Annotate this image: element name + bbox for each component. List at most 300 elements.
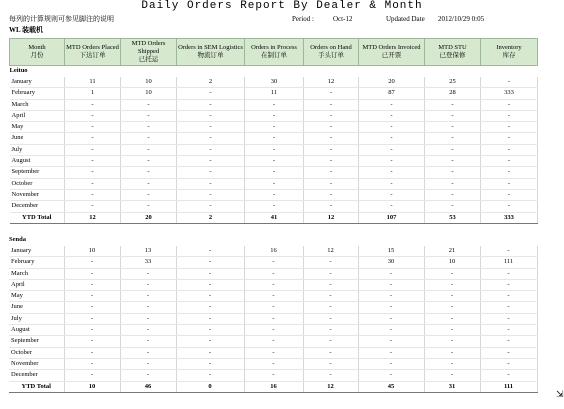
total-cell: 12: [303, 381, 358, 392]
value-cell: -: [358, 358, 424, 369]
total-cell: 16: [244, 381, 303, 392]
value-cell: -: [358, 291, 424, 302]
month-cell: October: [9, 347, 64, 358]
header-en: MTD STU: [438, 44, 467, 51]
value-cell: -: [245, 178, 304, 189]
dealer-table-senda: [9, 235, 538, 393]
value-cell: -: [176, 347, 244, 358]
value-cell: -: [425, 99, 481, 110]
month-cell: January: [10, 77, 65, 88]
value-cell: -: [65, 110, 121, 121]
value-cell: -: [425, 156, 481, 167]
value-cell: -: [121, 122, 177, 133]
table-row: [10, 156, 538, 167]
month-cell: August: [9, 325, 64, 336]
value-cell: -: [121, 201, 177, 212]
value-cell: -: [244, 370, 303, 381]
value-cell: -: [359, 99, 425, 110]
ytd-total-row: [10, 212, 538, 223]
value-cell: -: [304, 122, 359, 133]
value-cell: -: [480, 268, 537, 279]
value-cell: -: [121, 99, 177, 110]
value-cell: 28: [425, 88, 481, 99]
value-cell: -: [425, 189, 481, 200]
table-row: [9, 370, 537, 381]
total-cell: 111: [480, 381, 537, 392]
value-cell: -: [303, 358, 358, 369]
month-cell: November: [9, 358, 64, 369]
value-cell: -: [304, 99, 359, 110]
month-cell: March: [9, 268, 64, 279]
total-cell: 107: [359, 212, 425, 223]
value-cell: -: [176, 358, 244, 369]
value-cell: -: [359, 122, 425, 133]
month-cell: February: [10, 88, 65, 99]
value-cell: -: [304, 167, 359, 178]
value-cell: -: [481, 201, 538, 212]
table-row: [10, 201, 538, 212]
header-en: Orders on Hand: [310, 44, 352, 51]
value-cell: 333: [481, 88, 538, 99]
header-cn: 已登保修: [439, 52, 466, 59]
header-month: [10, 39, 65, 66]
month-cell: December: [9, 370, 64, 381]
value-cell: 10: [121, 88, 177, 99]
value-cell: -: [424, 313, 480, 324]
value-cell: -: [358, 268, 424, 279]
header-cn: 手头订单: [318, 52, 344, 59]
report-note: 每列的计算规则可参见脚注的说明: [9, 15, 114, 23]
product-group-title: WL 装载机: [9, 26, 44, 34]
month-cell: October: [10, 178, 65, 189]
value-cell: -: [480, 325, 537, 336]
value-cell: -: [121, 189, 177, 200]
month-cell: April: [9, 279, 64, 290]
value-cell: -: [244, 358, 303, 369]
value-cell: -: [424, 268, 480, 279]
month-cell: September: [10, 167, 65, 178]
dealer-name: Senda: [9, 236, 26, 244]
value-cell: 30: [358, 257, 424, 268]
table-row: [10, 122, 538, 133]
header-mtd-stu: [425, 39, 481, 66]
value-cell: -: [120, 291, 176, 302]
value-cell: -: [303, 291, 358, 302]
value-cell: -: [65, 133, 121, 144]
table-row: [9, 279, 537, 290]
value-cell: -: [481, 77, 538, 88]
month-cell: February: [9, 257, 64, 268]
value-cell: -: [244, 268, 303, 279]
value-cell: -: [424, 291, 480, 302]
month-cell: July: [9, 313, 64, 324]
value-cell: -: [65, 99, 121, 110]
value-cell: -: [244, 279, 303, 290]
header-mtd-orders-placed: [65, 39, 121, 66]
value-cell: -: [245, 201, 304, 212]
value-cell: -: [177, 167, 245, 178]
value-cell: -: [424, 279, 480, 290]
total-cell: 12: [65, 212, 121, 223]
ytd-total-row: [9, 381, 537, 392]
value-cell: -: [121, 110, 177, 121]
value-cell: -: [64, 347, 120, 358]
value-cell: -: [303, 313, 358, 324]
month-cell: March: [10, 99, 65, 110]
value-cell: -: [481, 144, 538, 155]
value-cell: -: [425, 133, 481, 144]
header-en: Orders in Process: [251, 44, 297, 51]
dealer-table-leituo: [9, 38, 538, 224]
value-cell: -: [481, 133, 538, 144]
value-cell: -: [244, 313, 303, 324]
table-row: [10, 167, 538, 178]
value-cell: -: [65, 144, 121, 155]
value-cell: -: [303, 370, 358, 381]
table-row: [9, 347, 537, 358]
table-row: [9, 336, 537, 347]
value-cell: -: [303, 336, 358, 347]
value-cell: -: [176, 279, 244, 290]
month-cell: January: [9, 246, 64, 257]
value-cell: -: [176, 336, 244, 347]
value-cell: -: [358, 347, 424, 358]
total-cell: 53: [425, 212, 481, 223]
month-cell: June: [9, 302, 64, 313]
value-cell: -: [64, 257, 120, 268]
period-label: Period :: [292, 15, 314, 23]
total-cell: 31: [424, 381, 480, 392]
value-cell: -: [245, 167, 304, 178]
value-cell: -: [481, 99, 538, 110]
value-cell: -: [121, 133, 177, 144]
value-cell: -: [176, 246, 244, 257]
value-cell: -: [244, 291, 303, 302]
value-cell: 20: [359, 77, 425, 88]
value-cell: -: [481, 189, 538, 200]
table-row: [9, 313, 537, 324]
value-cell: -: [177, 122, 245, 133]
month-cell: November: [10, 189, 65, 200]
value-cell: -: [64, 370, 120, 381]
value-cell: -: [304, 156, 359, 167]
value-cell: -: [176, 268, 244, 279]
value-cell: -: [425, 201, 481, 212]
value-cell: -: [64, 291, 120, 302]
value-cell: -: [65, 178, 121, 189]
value-cell: -: [177, 99, 245, 110]
header-en: MTD Orders Placed: [66, 44, 119, 51]
value-cell: -: [65, 156, 121, 167]
value-cell: -: [425, 178, 481, 189]
value-cell: -: [177, 189, 245, 200]
header-orders-in-sem-logistics: [177, 39, 245, 66]
total-cell: 333: [481, 212, 538, 223]
value-cell: -: [120, 268, 176, 279]
report-title: Daily Orders Report By Dealer & Month: [141, 0, 423, 12]
value-cell: 1: [65, 88, 121, 99]
value-cell: -: [245, 144, 304, 155]
value-cell: -: [425, 122, 481, 133]
table-header-row: [10, 39, 538, 66]
value-cell: 11: [245, 88, 304, 99]
value-cell: -: [65, 167, 121, 178]
header-cn: 在制订单: [261, 52, 287, 59]
value-cell: -: [359, 201, 425, 212]
value-cell: -: [304, 144, 359, 155]
value-cell: -: [64, 302, 120, 313]
value-cell: 111: [480, 257, 537, 268]
value-cell: -: [424, 358, 480, 369]
value-cell: 13: [120, 246, 176, 257]
value-cell: -: [177, 88, 245, 99]
table-row: [9, 291, 537, 302]
total-cell: 46: [120, 381, 176, 392]
table-row: [9, 257, 537, 268]
total-cell: 12: [304, 212, 359, 223]
dealer-name-row: [9, 235, 537, 246]
value-cell: -: [244, 336, 303, 347]
value-cell: -: [358, 302, 424, 313]
value-cell: -: [480, 302, 537, 313]
value-cell: 30: [245, 77, 304, 88]
updated-value: 2012/10/29 0:05: [438, 15, 485, 23]
table-row: [9, 246, 537, 257]
month-cell: May: [9, 291, 64, 302]
table-row: [9, 302, 537, 313]
value-cell: 2: [177, 77, 245, 88]
value-cell: -: [359, 133, 425, 144]
value-cell: -: [424, 336, 480, 347]
value-cell: -: [359, 189, 425, 200]
value-cell: -: [64, 279, 120, 290]
month-cell: September: [9, 336, 64, 347]
value-cell: -: [244, 257, 303, 268]
value-cell: -: [245, 122, 304, 133]
value-cell: -: [120, 313, 176, 324]
header-cn: 库存: [502, 52, 516, 59]
table-row: [10, 110, 538, 121]
value-cell: -: [120, 279, 176, 290]
value-cell: -: [359, 167, 425, 178]
value-cell: -: [481, 110, 538, 121]
value-cell: -: [481, 122, 538, 133]
value-cell: 10: [64, 246, 120, 257]
header-orders-on-hand: [304, 39, 359, 66]
table-row: [10, 178, 538, 189]
table-row: [10, 133, 538, 144]
value-cell: -: [121, 167, 177, 178]
value-cell: -: [358, 370, 424, 381]
total-cell: 2: [177, 212, 245, 223]
value-cell: -: [177, 110, 245, 121]
value-cell: -: [303, 279, 358, 290]
table-row: [10, 77, 538, 88]
value-cell: -: [64, 358, 120, 369]
value-cell: -: [303, 302, 358, 313]
value-cell: -: [120, 370, 176, 381]
month-cell: August: [10, 156, 65, 167]
resize-grip-icon: ⇲: [556, 389, 564, 399]
table-row: [9, 325, 537, 336]
table-row: [9, 358, 537, 369]
value-cell: -: [245, 156, 304, 167]
value-cell: -: [424, 302, 480, 313]
value-cell: -: [177, 178, 245, 189]
value-cell: -: [481, 167, 538, 178]
value-cell: -: [304, 189, 359, 200]
table-row: [10, 88, 538, 99]
value-cell: -: [120, 336, 176, 347]
value-cell: 15: [358, 246, 424, 257]
total-cell: 0: [176, 381, 244, 392]
table-row: [10, 144, 538, 155]
value-cell: -: [359, 178, 425, 189]
period-value: Oct-12: [333, 15, 353, 23]
value-cell: -: [65, 122, 121, 133]
value-cell: -: [425, 110, 481, 121]
value-cell: -: [121, 144, 177, 155]
value-cell: -: [480, 246, 537, 257]
value-cell: -: [303, 325, 358, 336]
value-cell: -: [176, 370, 244, 381]
value-cell: -: [358, 279, 424, 290]
value-cell: -: [245, 133, 304, 144]
value-cell: -: [424, 325, 480, 336]
month-cell: June: [10, 133, 65, 144]
header-cn: 已开票: [381, 52, 402, 59]
value-cell: 12: [303, 246, 358, 257]
header-orders-in-process: [245, 39, 304, 66]
value-cell: -: [358, 325, 424, 336]
value-cell: 12: [304, 77, 359, 88]
value-cell: -: [304, 110, 359, 121]
value-cell: -: [358, 336, 424, 347]
value-cell: 10: [424, 257, 480, 268]
updated-label: Updated Date: [386, 15, 425, 23]
value-cell: -: [303, 268, 358, 279]
value-cell: -: [481, 156, 538, 167]
table-row: [10, 189, 538, 200]
value-cell: -: [244, 302, 303, 313]
value-cell: -: [120, 302, 176, 313]
value-cell: -: [176, 291, 244, 302]
value-cell: -: [425, 167, 481, 178]
value-cell: -: [176, 325, 244, 336]
header-en: MTD Orders Shipped: [131, 40, 166, 55]
value-cell: -: [120, 358, 176, 369]
value-cell: -: [245, 189, 304, 200]
value-cell: 87: [359, 88, 425, 99]
header-mtd-orders-shipped: [121, 39, 177, 66]
value-cell: -: [480, 347, 537, 358]
value-cell: -: [304, 201, 359, 212]
value-cell: -: [245, 110, 304, 121]
header-en: Month: [28, 44, 46, 51]
value-cell: -: [304, 88, 359, 99]
header-inventory: [481, 39, 538, 66]
total-cell: 10: [64, 381, 120, 392]
value-cell: -: [120, 347, 176, 358]
value-cell: -: [177, 144, 245, 155]
month-cell: April: [10, 110, 65, 121]
value-cell: -: [65, 201, 121, 212]
dealer-body: [10, 66, 538, 224]
value-cell: -: [177, 201, 245, 212]
header-cn: 下达订单: [79, 52, 106, 59]
month-cell: July: [10, 144, 65, 155]
value-cell: -: [480, 291, 537, 302]
value-cell: 10: [121, 77, 177, 88]
dealer-name-row: [10, 66, 538, 78]
value-cell: -: [358, 313, 424, 324]
value-cell: 33: [120, 257, 176, 268]
value-cell: -: [480, 336, 537, 347]
value-cell: -: [424, 347, 480, 358]
dealer-name: Leituo: [9, 67, 28, 75]
value-cell: -: [244, 347, 303, 358]
month-cell: May: [10, 122, 65, 133]
value-cell: -: [480, 279, 537, 290]
value-cell: -: [480, 358, 537, 369]
value-cell: -: [424, 370, 480, 381]
value-cell: -: [64, 325, 120, 336]
value-cell: 25: [425, 77, 481, 88]
value-cell: 16: [244, 246, 303, 257]
value-cell: -: [176, 313, 244, 324]
value-cell: -: [359, 156, 425, 167]
value-cell: -: [245, 99, 304, 110]
value-cell: -: [303, 347, 358, 358]
value-cell: -: [359, 110, 425, 121]
ytd-total-label: YTD Total: [10, 212, 65, 223]
value-cell: -: [64, 336, 120, 347]
ytd-total-label: YTD Total: [9, 381, 64, 392]
header-en: MTD Orders Invoiced: [362, 44, 421, 51]
value-cell: -: [244, 325, 303, 336]
header-cn: 物流订单: [197, 52, 224, 59]
total-cell: 41: [245, 212, 304, 223]
header-en: Inventory: [496, 44, 522, 51]
value-cell: -: [177, 156, 245, 167]
value-cell: -: [480, 370, 537, 381]
value-cell: 11: [65, 77, 121, 88]
total-cell: 20: [121, 212, 177, 223]
value-cell: 21: [424, 246, 480, 257]
value-cell: -: [359, 144, 425, 155]
value-cell: -: [481, 178, 538, 189]
total-cell: 45: [358, 381, 424, 392]
value-cell: -: [303, 257, 358, 268]
value-cell: -: [176, 257, 244, 268]
dealer-body: [9, 235, 537, 392]
value-cell: -: [64, 313, 120, 324]
header-cn: 月份: [30, 52, 44, 59]
value-cell: -: [425, 144, 481, 155]
value-cell: -: [177, 133, 245, 144]
value-cell: -: [176, 302, 244, 313]
value-cell: -: [480, 313, 537, 324]
table-row: [10, 99, 538, 110]
value-cell: -: [121, 156, 177, 167]
report-meta: [0, 14, 564, 25]
header-en: Orders in SEM Logistics: [178, 44, 243, 51]
value-cell: -: [120, 325, 176, 336]
value-cell: -: [64, 268, 120, 279]
value-cell: -: [304, 178, 359, 189]
header-mtd-orders-invoiced: [359, 39, 425, 66]
value-cell: -: [65, 189, 121, 200]
